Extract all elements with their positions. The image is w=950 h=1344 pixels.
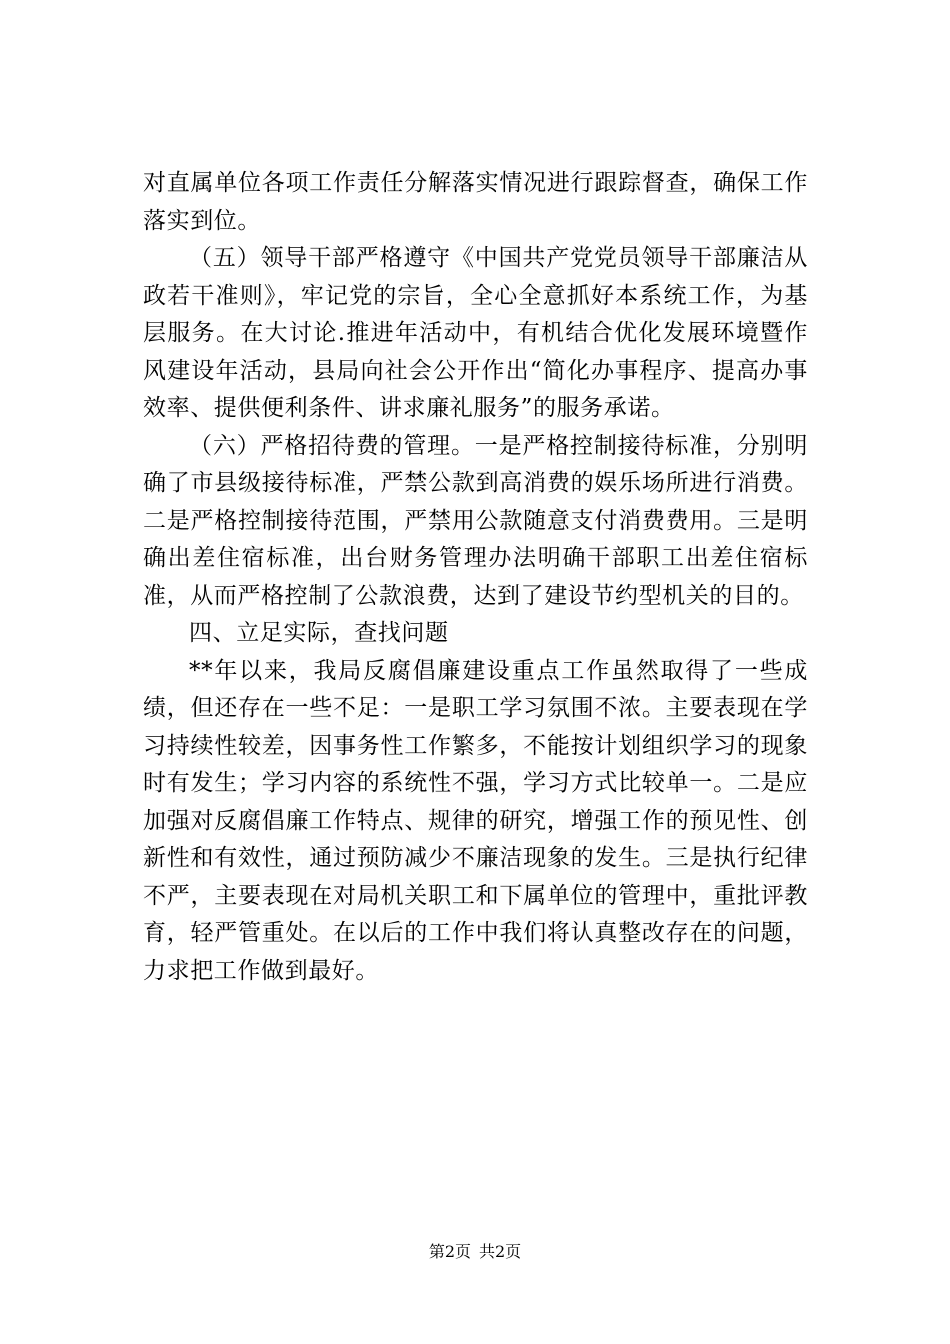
section-heading-four: 四、立足实际，查找问题 [189,620,449,646]
document-body [143,165,808,990]
paragraph-continuation: 对直属单位各项工作责任分解落实情况进行跟踪督查，确保工作落实到位。 [143,170,808,234]
paragraph-item-five: （五）领导干部严格遵守《中国共产党党员领导干部廉洁从政若干准则》，牢记党的宗旨，全心全意抓好本系统工作，为基层服务。在大讨论.推进年活动中，有机结合优化发展环境暨作风建设年活动，县局向社会公开作出“简化办事程序、提高办事效率、提供便利条件、讲求廉礼服务”的服务承诺。 [143,245,808,421]
page-number: 第2页 [428,1242,471,1261]
page-total: 共2页 [479,1242,522,1261]
page-footer [0,1242,950,1262]
paragraph-problems: **年以来，我局反腐倡廉建设重点工作虽然取得了一些成绩，但还存在一些不足：一是职工学习氛围不浓。主要表现在学习持续性较差，因事务性工作繁多，不能按计划组织学习的现象时有发生；学习内容的系统性不强，学习方式比较单一。二是应加强对反腐倡廉工作特点、规律的研究，增强工作的预见性、创新性和有效性，通过预防减少不廉洁现象的发生。三是执行纪律不严，主要表现在对局机关职工和下属单位的管理中，重批评教育，轻严管重处。在以后的工作中我们将认真整改存在的问题，力求把工作做到最好。 [143,657,808,984]
paragraph-item-six: （六）严格招待费的管理。一是严格控制接待标准，分别明确了市县级接待标准，严禁公款到高消费的娱乐场所进行消费。二是严格控制接待范围，严禁用公款随意支付消费费用。三是明确出差住宿标准，出台财务管理办法明确干部职工出差住宿标准，从而严格控制了公款浪费，达到了建设节约型机关的目的。 [143,432,808,609]
